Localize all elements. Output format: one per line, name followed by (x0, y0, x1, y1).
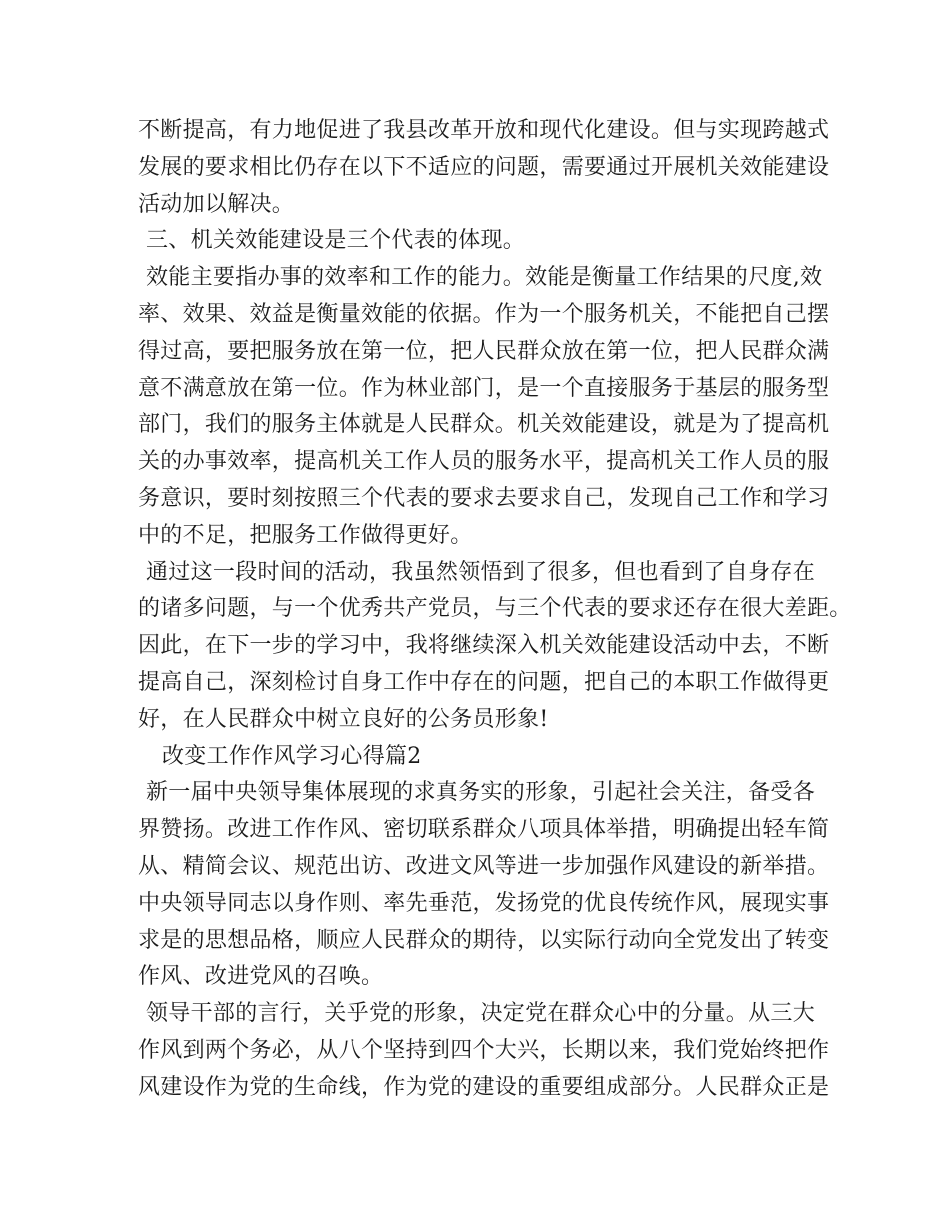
text-line: 因此，在下一步的学习中，我将继续深入机关效能建设活动中去，不断 (138, 633, 830, 659)
text-line: 务意识，要时刻按照三个代表的要求去要求自己，发现自己工作和学习 (138, 485, 830, 511)
text-line: 求是的思想品格，顺应人民群众的期待，以实际行动向全党发出了转变 (138, 927, 830, 953)
text-line: 关的办事效率，提高机关工作人员的服务水平，提高机关工作人员的服 (138, 449, 830, 475)
text-line: 作风、改进党风的召唤。 (138, 964, 384, 990)
text-line: 发展的要求相比仍存在以下不适应的问题，需要通过开展机关效能建设 (138, 154, 830, 180)
text-line: 率、效果、效益是衡量效能的依据。作为一个服务机关，不能把自己摆 (138, 301, 830, 327)
text-line: 风建设作为党的生命线，作为党的建设的重要组成部分。人民群众正是 (138, 1074, 830, 1100)
document-body (138, 113, 852, 1107)
text-line: 界赞扬。改进工作作风、密切联系群众八项具体举措，明确提出轻车简 (138, 817, 830, 843)
text-line: 不断提高，有力地促进了我县改革开放和现代化建设。但与实现跨越式 (138, 118, 830, 143)
text-line: 作风到两个务必，从八个坚持到四个大兴，长期以来，我们党始终把作 (138, 1037, 830, 1063)
section-title: 改变工作作风学习心得篇2 (162, 743, 422, 769)
paragraph-start: 效能主要指办事的效率和工作的能力。效能是衡量工作结果的尺度,效 (146, 265, 823, 291)
paragraph-start: 新一届中央领导集体展现的求真务实的形象，引起社会关注，备受各 (146, 780, 816, 806)
text-line: 提高自己，深刻检讨自身工作中存在的问题，把自己的本职工作做得更 (138, 669, 830, 695)
text-line: 得过高，要把服务放在第一位，把人民群众放在第一位，把人民群众满 (138, 338, 830, 364)
text-line: 意不满意放在第一位。作为林业部门，是一个直接服务于基层的服务型 (138, 375, 830, 401)
paragraph-start: 领导干部的言行，关乎党的形象，决定党在群众心中的分量。从三大 (146, 1001, 816, 1027)
text-line: 部门，我们的服务主体就是人民群众。机关效能建设，就是为了提高机 (138, 412, 830, 438)
text-line: 活动加以解决。 (138, 191, 295, 217)
section-heading: 三、机关效能建设是三个代表的体现。 (146, 228, 526, 254)
text-line: 中的不足，把服务工作做得更好。 (138, 522, 473, 548)
paragraph-start: 通过这一段时间的活动，我虽然领悟到了很多，但也看到了自身存在 (146, 559, 816, 585)
text-line: 中央领导同志以身作则、率先垂范，发扬党的优良传统作风，展现实事 (138, 890, 830, 916)
text-line: 从、精简会议、规范出访、改进文风等进一步加强作风建设的新举措。 (138, 853, 830, 879)
text-line: 好，在人民群众中树立良好的公务员形象! (138, 706, 549, 732)
text-line: 的诸多问题，与一个优秀共产党员，与三个代表的要求还存在很大差距。 (138, 596, 852, 622)
